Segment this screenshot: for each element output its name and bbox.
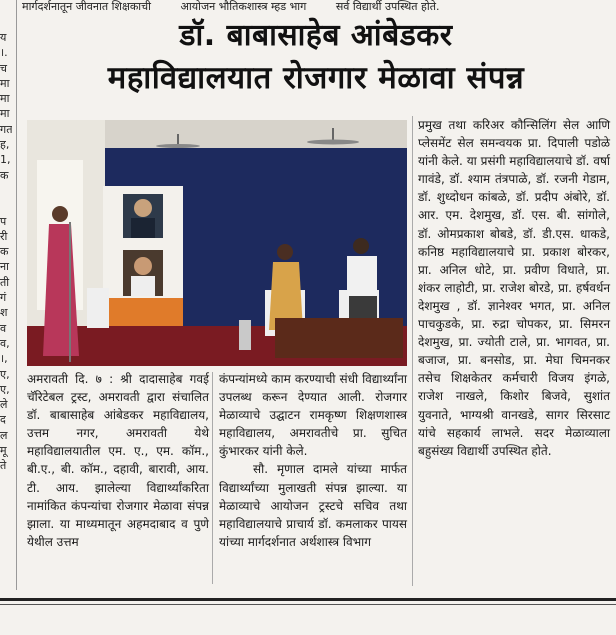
article-column-3 xyxy=(418,116,610,460)
article-column-2 xyxy=(219,370,407,551)
strip-text-2: आयोजन भौतिकशास्त्र म्हड भाग xyxy=(180,0,307,13)
left-column-cut-text xyxy=(0,30,12,590)
left-edge-fragment: ।, xyxy=(0,352,8,366)
column-rule-2 xyxy=(412,116,413,586)
column-rule-1 xyxy=(212,372,213,584)
left-edge-fragment: ए, xyxy=(0,367,10,381)
dais-table xyxy=(275,318,403,358)
page-bottom-rule xyxy=(0,598,616,601)
left-edge-fragment: ती xyxy=(0,275,10,289)
left-edge-fragment: व, xyxy=(0,336,10,350)
left-edge-fragment: द xyxy=(0,413,6,427)
strip-text-1: मार्गदर्शनातून जीवनात शिक्षकाची xyxy=(22,0,151,13)
left-edge-fragment: क xyxy=(0,245,9,259)
page-bottom-rule-thin xyxy=(0,604,616,605)
left-edge-fragment: मा xyxy=(0,76,10,90)
left-edge-fragment: ते xyxy=(0,459,7,473)
flower-garland xyxy=(103,298,183,328)
column-divider xyxy=(16,0,17,590)
article-column-1 xyxy=(27,370,209,551)
article-headline xyxy=(26,16,606,100)
headline-line-1: डॉ. बाबासाहेब आंबेडकर xyxy=(179,18,453,53)
left-edge-fragment: प xyxy=(0,214,7,228)
left-edge-fragment xyxy=(0,198,12,213)
left-edge-fragment: ह, xyxy=(0,138,10,152)
left-edge-fragment: री xyxy=(0,229,8,243)
left-edge-fragment: मा xyxy=(0,92,10,106)
left-edge-fragment: ।. xyxy=(0,46,8,60)
left-edge-fragment: 1, xyxy=(0,153,11,167)
left-edge-fragment: ना xyxy=(0,260,9,274)
left-edge-fragment: ए, xyxy=(0,382,10,396)
left-edge-fragment: क xyxy=(0,168,9,182)
col-3-text: प्रमुख तथा करिअर कौन्सिलिंग सेल आणि प्लेसमेंट सेल समन्वयक प्रा. दिपाली पडोळे यांनी केले. या प्रसंगी महाविद्यालयाचे डॉ. वर्षा गावंडे, डॉ. श्याम तंत्रपाळे, डॉ. रजनी गेडाम, डॉ. शुध्दोधन कांबळे, डॉ. प्रदीप अंबोरे, डॉ. आर. एम. देशमुख, डॉ. एस. बी. सांगोले, डॉ. ओमप्रकाश बोबडे, डॉ. डी.एस. धाकडे, कनिष्ठ महाविद्यालयाचे प्रा. प्रकाश बोरकर, प्रा. अनिल धोटे, प्रा. प्रवीण विधाते, प्रा. शंकर लाहोटी, प्रा. राजेश बोरडे, प्रा. हर्षवर्धन देशमुख , डॉ. ज्ञानेश्वर भगत, प्रा. अनिल पाचकुडके, प्रा. रुद्रा चोपकर, प्रा. सिमरन देशमुख, प्रा. ज्योती टाले, प्रा. भागवत, प्रा. बजाज, प्रा. बनसोड, प्रा. मेघा चिमनकर तसेच शिक्षकेतर कर्मचारी विजय इंगळे, राजेश नाखले, किशोर बिजवे, सुशांत युवनाते, भाग्यश्री वानखडे, सागर सिरसाट यांचे सहकार्य लाभले. सदर मेळाव्याला बहुसंख्य विद्यार्थी उपस्थित होते. xyxy=(418,118,610,458)
col-1-text: अमरावती दि. ७ : श्री दादासाहेब गवई चॅरिटेबल ट्रस्ट, अमरावती द्वारा संचालित डॉ. बाबासाहेब आंबेडकर महाविद्यालय, उत्तम नगर, अमरावती येथे महाविद्यालयातील एम. ए., एम. कॉम., बी.ए., बी. कॉम., दहावी, बारावी, आय. टी. आय. झालेल्या विद्यार्थ्यांकरिता नामांकित कंपन्यांचा रोजगार मेळावा संपन्न झाला. या माध्यमातून अहमदाबाद व पुणे येथील उत्तम xyxy=(27,372,209,549)
left-edge-fragment: च xyxy=(0,61,7,75)
previous-article-strip xyxy=(22,0,616,14)
left-edge-fragment: व xyxy=(0,321,7,335)
left-edge-fragment: श xyxy=(0,306,8,320)
left-edge-fragment: ले xyxy=(0,398,8,412)
col-2-text-1: कंपन्यांमध्ये काम करण्याची संधी विद्यार्थ्यांना उपलब्ध करून देण्यात आली. रोजगार मेळाव्याचे उद्घाटन रामकृष्ण शिक्षणशास्त्र महाविद्यालय, अमरावतीचे प्रा. सुचित कुंभारकर यांनी केले. xyxy=(219,372,407,459)
col-2-text-2: सौ. मृणाल दामले यांच्या मार्फत विद्यार्थ्यांच्या मुलाखती संपन्न झाल्या. या मेळाव्याचे आयोजन ट्रस्टचे सचिव तथा महाविद्यालयाचे प्राचार्य डॉ. कमलाकर पायस यांच्या मार्गदर्शनात अर्थशास्त्र विभाग xyxy=(219,462,407,549)
left-edge-fragment: मू xyxy=(0,444,7,458)
strip-text-3: सर्व विद्यार्थी उपस्थित होते. xyxy=(335,0,440,13)
left-edge-fragment: मा xyxy=(0,107,10,121)
left-edge-fragment: गत xyxy=(0,122,12,136)
headline-line-2: महाविद्यालयात रोजगार मेळावा संपन्न xyxy=(107,60,525,96)
left-edge-fragment xyxy=(0,183,12,198)
water-bottle xyxy=(239,320,251,350)
left-edge-fragment: गं xyxy=(0,291,7,305)
event-photo-illustration xyxy=(27,120,407,366)
left-edge-fragment: ल xyxy=(0,428,8,442)
left-edge-fragment: य xyxy=(0,31,7,44)
white-chair xyxy=(87,288,109,328)
microphone-stand xyxy=(69,222,71,362)
event-photo xyxy=(27,120,407,366)
